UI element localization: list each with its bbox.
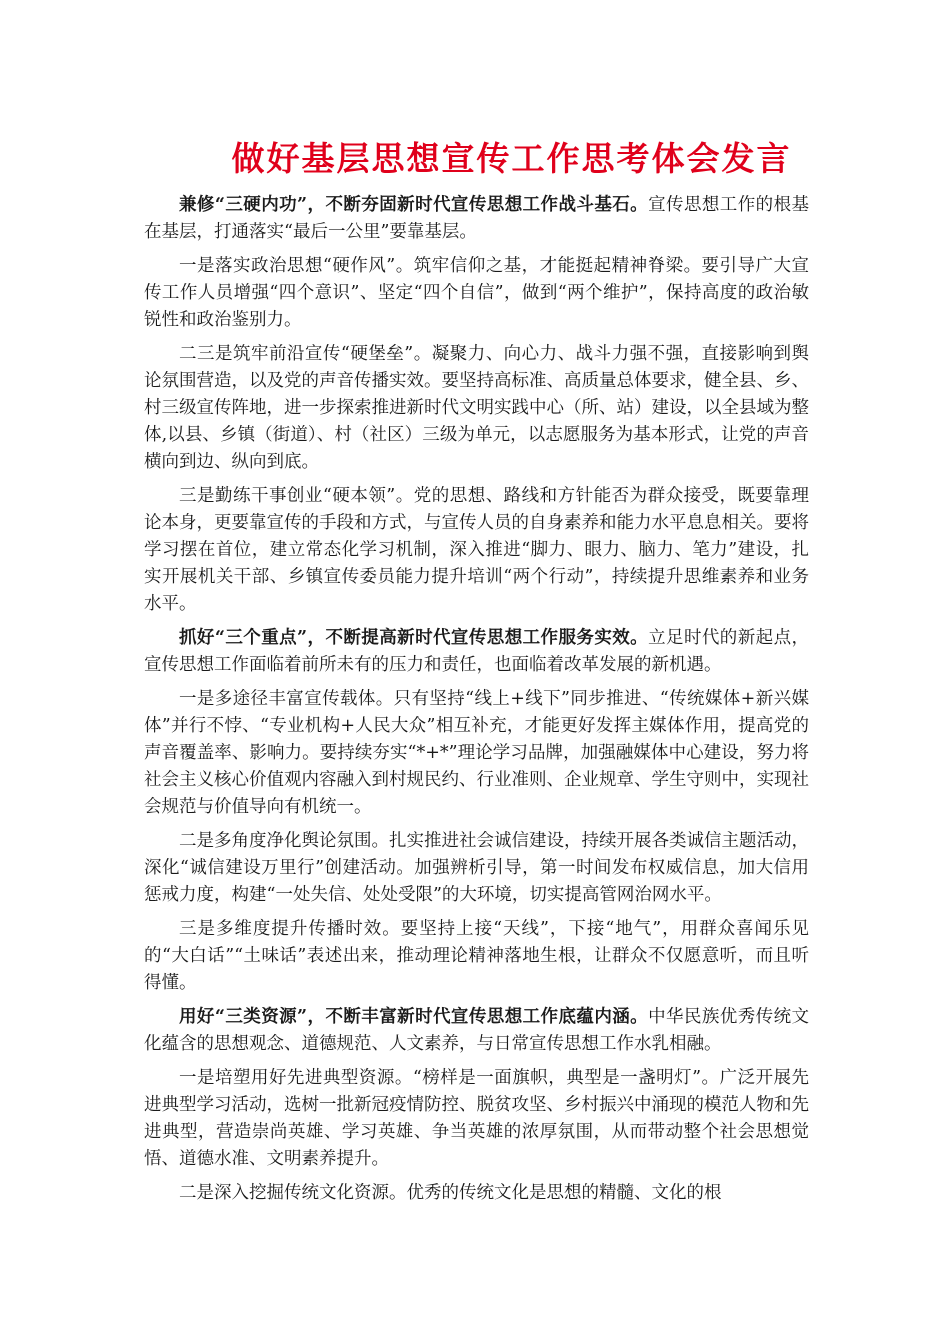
paragraph-8	[144, 916, 809, 997]
paragraph-9	[144, 1004, 809, 1058]
paragraph-4	[144, 483, 809, 618]
paragraph-10	[144, 1065, 809, 1173]
paragraph-11	[144, 1180, 809, 1207]
section-heading-2: 抓好“三个重点”，不断提高新时代宣传思想工作服务实效。	[179, 628, 649, 648]
paragraph-5	[144, 625, 809, 679]
paragraph-text: 二三是筑牢前沿宣传“硬堡垒”。凝聚力、向心力、战斗力强不强，直接影响到舆论氛围营造，以及党的声音传播实效。要坚持高标准、高质量总体要求，健全县、乡、村三级宣传阵地，进一步探索推进新时代文明实践中心（所、站）建设，以全县域为整体,以县、乡镇（街道）、村（社区）三级为单元，以志愿服务为基本形式，让党的声音横向到边、纵向到底。	[144, 344, 809, 472]
paragraph-2	[144, 253, 809, 334]
paragraph-text: 一是多途径丰富宣传载体。只有坚持“线上+线下”同步推进、“传统媒体+新兴媒体”并行不悖、“专业机构+人民大众”相互补充，才能更好发挥主媒体作用，提高党的声音覆盖率、影响力。要持续夯实“*+*”理论学习品牌，加强融媒体中心建设，努力将社会主义核心价值观内容融入到村规民约、行业准则、企业规章、学生守则中，实现社会规范与价值导向有机统一。	[144, 689, 809, 817]
paragraph-text: 二是多角度净化舆论氛围。扎实推进社会诚信建设，持续开展各类诚信主题活动，深化“诚信建设万里行”创建活动。加强辨析引导，第一时间发布权威信息，加大信用惩戒力度，构建“一处失信、处处受限”的大环境，切实提高管网治网水平。	[144, 831, 809, 905]
paragraph-7	[144, 828, 809, 909]
paragraph-text: 立足时代的新起点，宣传思想工作面临着前所未有的压力和责任，也面临着改革发展的新机遇。	[144, 628, 809, 675]
paragraph-text: 三是勤练干事创业“硬本领”。党的思想、路线和方针能否为群众接受，既要靠理论本身，更要靠宣传的手段和方式，与宣传人员的自身素养和能力水平息息相关。要将学习摆在首位，建立常态化学习机制，深入推进“脚力、眼力、脑力、笔力”建设，扎实开展机关干部、乡镇宣传委员能力提升培训“两个行动”，持续提升思维素养和业务水平。	[144, 486, 809, 614]
paragraph-6	[144, 686, 809, 821]
document-title: 做好基层思想宣传工作思考体会发言	[231, 139, 792, 178]
paragraph-text: 中华民族优秀传统文化蕴含的思想观念、道德规范、人文素养，与日常宣传思想工作水乳相融。	[144, 1007, 809, 1054]
paragraph-text: 二是深入挖掘传统文化资源。优秀的传统文化是思想的精髓、文化的根	[179, 1183, 722, 1203]
section-heading-3: 用好“三类资源”，不断丰富新时代宣传思想工作底蕴内涵。	[179, 1007, 649, 1027]
document-page	[144, 132, 809, 1214]
paragraph-text: 宣传思想工作的根基在基层，打通落实“最后一公里”要靠基层。	[144, 195, 809, 242]
paragraph-3	[144, 341, 809, 476]
paragraph-text: 三是多维度提升传播时效。要坚持上接“天线”，下接“地气”，用群众喜闻乐见的“大白话”“土味话”表述出来，推动理论精神落地生根，让群众不仅愿意听，而且听得懂。	[144, 919, 809, 993]
paragraph-text: 一是培塑用好先进典型资源。“榜样是一面旗帜，典型是一盏明灯”。广泛开展先进典型学习活动，选树一批新冠疫情防控、脱贫攻坚、乡村振兴中涌现的模范人物和先进典型，营造崇尚英雄、学习英雄、争当英雄的浓厚氛围，从而带动整个社会思想觉悟、道德水准、文明素养提升。	[144, 1068, 809, 1169]
section-heading-1: 兼修“三硬内功”，不断夯固新时代宣传思想工作战斗基石。	[179, 195, 649, 215]
paragraph-1	[144, 192, 809, 246]
paragraph-text: 一是落实政治思想“硬作风”。筑牢信仰之基，才能挺起精神脊梁。要引导广大宣传工作人员增强“四个意识”、坚定“四个自信”，做到“两个维护”，保持高度的政治敏锐性和政治鉴别力。	[144, 256, 809, 330]
